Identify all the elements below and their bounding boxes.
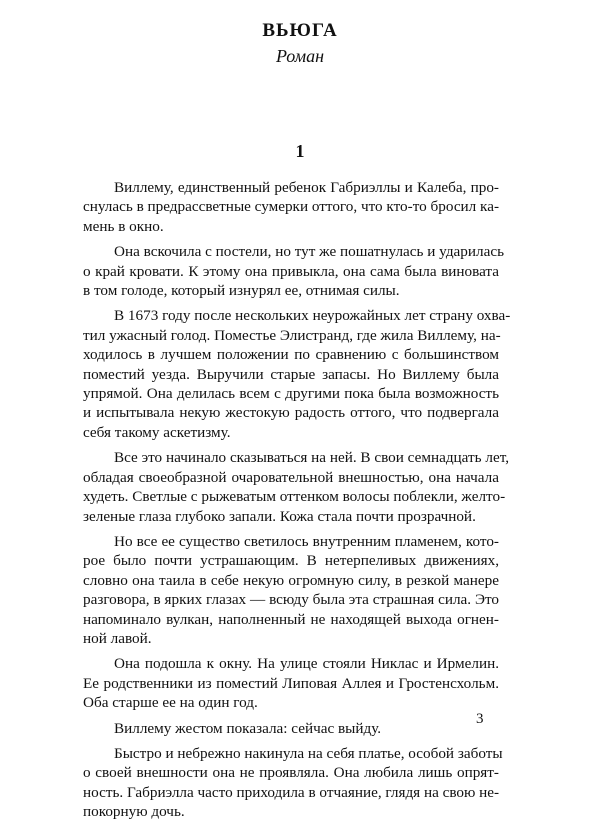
text-line: Оба старше ее на один год.: [83, 694, 258, 712]
text-line: покорную дочь.: [83, 803, 185, 821]
text-line: ной лавой.: [83, 629, 152, 647]
paragraph: [83, 719, 499, 738]
text-line: упрямой. Она делилась всем с другими пока была возможность: [83, 385, 499, 403]
text-line: разговора, в ярких глазах — всюду была эта страшная сила. Это: [83, 591, 499, 609]
text-line: Ее родственники из поместий Липовая Аллея и Гростенсхольм.: [83, 674, 499, 692]
chapter-text: [83, 178, 511, 828]
text-line: поместий уезда. Выручили старые запасы. Но Виллему была: [83, 365, 499, 383]
paragraph: [83, 306, 511, 442]
paragraph: [83, 242, 504, 300]
text-line: Виллему жестом показала: сейчас выйду.: [114, 719, 382, 737]
text-line: ходилось в лучшем положении по сравнению с большинством: [83, 346, 499, 364]
text-line: Все это начинало сказываться на ней. В свои семнадцать лет,: [114, 449, 510, 467]
text-line: Виллему, единственный ребенок Габриэллы и Калеба, про-: [114, 179, 499, 196]
paragraph: [83, 178, 499, 236]
paragraph: [83, 654, 499, 712]
text-line: о край кровати. К этому она привыкла, она сама была виновата: [83, 262, 499, 280]
paragraph: [83, 532, 499, 648]
text-line: словно она таила в себе некую огромную силу, в резкой манере: [83, 571, 499, 589]
text-line: обладая своеобразной очаровательной внешностью, она начала: [83, 468, 499, 486]
text-line: худеть. Светлые с рыжеватым оттенком волосы поблекли, желто-: [83, 488, 506, 506]
text-line: себя такому аскетизму.: [83, 423, 231, 441]
text-line: зеленые глаза глубоко запали. Кожа стала почти прозрачной.: [83, 507, 476, 525]
text-line: ность. Габриэлла часто приходила в отчаяние, глядя на свою не-: [83, 783, 500, 801]
text-line: и испытывала некую жестокую радость оттого, что подвергала: [83, 404, 499, 422]
text-line: Она подошла к окну. На улице стояли Никлас и Ирмелин.: [114, 655, 499, 673]
text-line: о своей внешности она не проявляла. Она любила лишь опрят-: [83, 764, 499, 782]
page-number: 3: [476, 711, 484, 727]
text-line: мень в окно.: [83, 217, 164, 235]
text-line: тил ужасный голод. Поместье Элистранд, где жила Виллему, на-: [83, 326, 501, 344]
text-line: напоминало вулкан, наполненный не находящей выхода огнен-: [83, 610, 499, 628]
book-title: ВЬЮГА: [262, 20, 338, 41]
text-line: Но все ее существо светилось внутренним пламенем, кото-: [114, 532, 499, 550]
text-line: Она вскочила с постели, но тут же пошатнулась и ударилась: [114, 243, 504, 261]
paragraph: [83, 744, 503, 822]
text-line: Быстро и небрежно накинула на себя платье, особой заботы: [114, 744, 503, 762]
text-line: рое было почти устрашающим. В нетерпеливых движениях,: [83, 552, 499, 570]
paragraph: [83, 448, 510, 526]
chapter-number: 1: [295, 141, 305, 161]
text-line: снулась в предрассветные сумерки оттого, что кто-то бросил ка-: [83, 198, 500, 216]
text-line: в том голоде, который изнурял ее, отнимая силы.: [83, 282, 400, 300]
text-line: В 1673 году после нескольких неурожайных лет страну охва-: [114, 307, 511, 325]
book-subtitle: Роман: [275, 46, 325, 66]
